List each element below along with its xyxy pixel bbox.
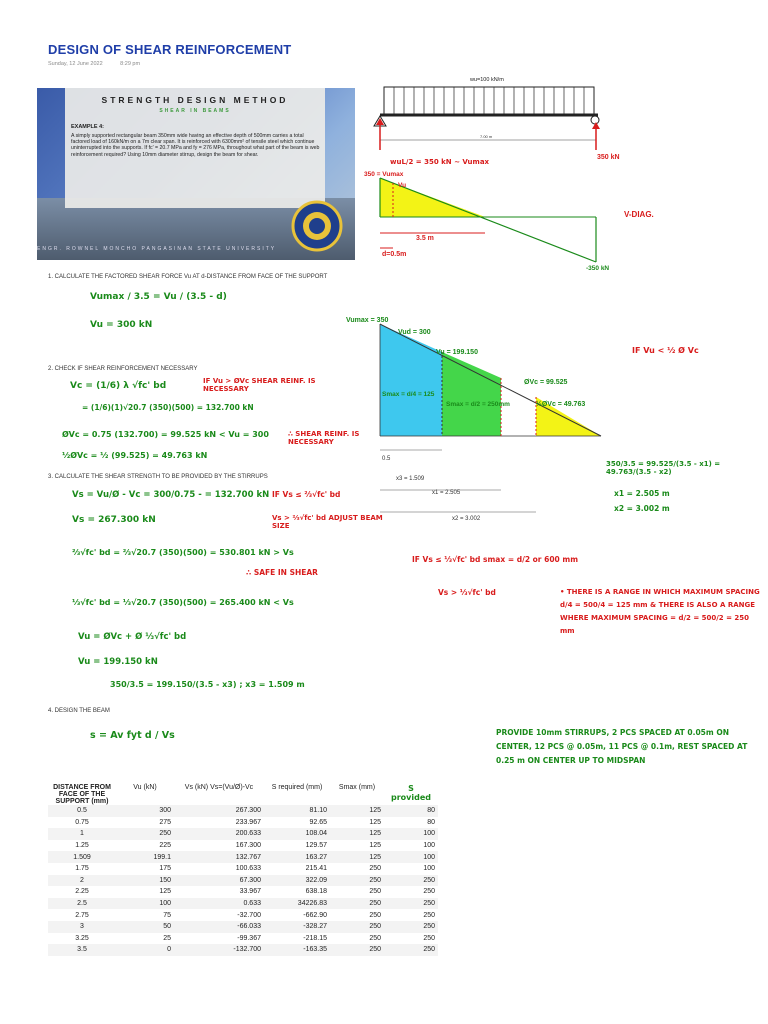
table-cell: 125 [159,888,171,896]
stirrup-zone-diagram [346,312,766,522]
col-vu: Vu (kN) [133,784,157,791]
table-cell: 1.509 [48,851,116,863]
table-cell: 125 [330,805,384,817]
table-cell: -218.15 [303,934,327,942]
r3-safe: ∴ SAFE IN SHEAR [246,568,318,577]
r3-smax: IF Vs ≤ ⅓√fc' bd smax = d/2 or 600 mm [412,555,579,564]
table-row [48,886,438,898]
eq2-vc: Vc = (1/6) λ √fc' bd [70,381,167,391]
eq2-vc-value: = (1/6)(1)√20.7 (350)(500) = 132.700 kN [82,403,254,412]
vumax-label: 350 = Vumax [364,171,404,178]
neg-label: -350 kN [586,265,610,272]
table-cell: 250 [369,934,381,942]
beam-shear-diagram [360,70,670,280]
eq3-vu-value: Vu = 199.150 kN [78,657,158,667]
r3-range-note: • THERE IS A RANGE IN WHICH MAXIMUM SPACING d/4 = 500/4 = 125 mm & THERE IS ALSO A RANGE WHERE MAXIMUM SPACING = d/2 = 500/2 = 250 mm [560,588,760,635]
r2-conclusion: ∴ SHEAR REINF. IS NECESSARY [288,430,360,446]
table-cell: 125 [330,851,384,863]
table-row [48,817,438,829]
x1-result: x1 = 2.505 m [614,489,670,498]
table-cell: 200.633 [174,828,264,840]
table-cell: 300 [116,805,174,817]
table-cell: 250 [330,921,384,933]
table-cell: 250 [423,888,435,896]
table-cell: 3.25 [75,934,89,942]
eq3-two-thirds: ⅔√fc' bd = ⅔√20.7 (350)(500) = 530.801 kN > Vs [72,548,294,557]
table-cell: 2.5 [48,898,116,910]
table-cell: 250 [384,898,438,910]
x2-result: x2 = 3.002 m [614,504,670,513]
svg-text:7.00 m: 7.00 m [480,134,493,139]
table-cell: 1.25 [75,842,89,850]
table-cell: 108.04 [264,828,330,840]
example-slide [37,88,355,260]
table-row [48,944,438,956]
eq4-spacing: s = Av fyt d / Vs [90,730,175,741]
table-cell: 175 [159,865,171,873]
table-cell: 3 [48,921,116,933]
table-cell: -163.35 [264,944,330,956]
table-cell: 167.300 [235,842,261,850]
table-row [48,805,438,817]
table-row [48,863,438,875]
table-cell: 132.767 [174,851,264,863]
table-cell: 75 [163,911,171,919]
smax1-tag: Smax = d/4 = 125 [382,391,435,398]
table-cell: 250 [423,934,435,942]
table-cell: -132.700 [174,944,264,956]
ratio-eq: 350/3.5 = 99.525/(3.5 - x1) = 49.763/(3.5 - x2) [606,460,721,476]
slide-title: STRENGTH DESIGN METHOD [101,95,289,105]
table-cell: 80 [384,805,438,817]
table-cell: 100 [116,898,174,910]
table-cell: 67.300 [174,875,264,887]
table-cell: 0.633 [174,898,264,910]
x1-tag: x1 = 2.505 [432,490,461,496]
slide-subtitle: SHEAR IN BEAMS [159,108,231,114]
halfphivc-tag: ½ØVc = 49.763 [536,401,586,408]
table-cell: 92.65 [309,818,327,826]
r3-condition: IF Vs ≤ ⅔√fc' bd [272,490,341,499]
eq3-one-third: ⅓√fc' bd = ⅓√20.7 (350)(500) = 265.400 kN < Vs [72,598,294,607]
table-cell: 0 [116,944,174,956]
table-cell: 100.633 [235,865,261,873]
table-cell: -662.90 [303,911,327,919]
table-cell: 150 [116,875,174,887]
table-cell: 2.75 [75,911,89,919]
table-cell: 199.1 [116,851,174,863]
table-header-row [48,784,438,805]
table-cell: 100 [423,865,435,873]
eq2-halfphivc: ½ØVc = ½ (99.525) = 49.763 kN [62,451,208,460]
table-cell: 129.57 [305,842,327,850]
table-cell: 2 [48,875,116,887]
cond-label: IF Vu < ½ Ø Vc [632,346,699,355]
date-line [48,61,156,67]
table-cell: 1.75 [75,865,89,873]
step-4: 4. DESIGN THE BEAM [48,708,110,714]
eq1-result: Vu = 300 kN [90,320,153,330]
example-label: EXAMPLE 4: [71,124,105,130]
vud-tag: Vud = 300 [398,329,431,336]
vdiag-label: V-DIAG. [624,210,654,219]
table-row [48,828,438,840]
eq3-vs: Vs = Vu/Ø - Vc = 300/0.75 - = 132.700 kN [72,490,270,500]
r3-adjust: Vs > ⅔√fc' bd ADJUST BEAM SIZE [272,514,383,530]
x3-tag: x3 = 1.509 [396,476,425,482]
university-seal-icon [291,200,343,252]
eq2-phivc: ØVc = 0.75 (132.700) = 99.525 kN < Vu = 300 [62,430,269,439]
table-cell: 638.18 [305,888,327,896]
spacing-table [48,784,438,956]
table-cell: 0.5 [48,805,116,817]
table-cell: 25 [163,934,171,942]
phivc-tag: ØVc = 99.525 [524,379,568,386]
note-date: Sunday, 12 June 2022 [48,61,103,67]
table-cell: 1 [48,828,116,840]
table-cell: 80 [427,818,435,826]
table-cell: 250 [330,875,384,887]
eq3-vu: Vu = ØVc + Ø ⅓√fc' bd [78,632,187,642]
col-smax: Smax (mm) [338,784,376,791]
load-label: wu=100 kN/m [470,77,504,83]
col-vs: Vs (kN) Vs=(Vu/Ø)-Vc [184,784,254,791]
table-cell: -328.27 [264,921,330,933]
d-tag: 0.5 [382,456,391,462]
page-title: DESIGN OF SHEAR REINFORCEMENT [48,42,292,57]
table-row [48,909,438,921]
table-cell: 250 [369,888,381,896]
wl2-label: wuL/2 = 350 kN ~ Vumax [390,158,490,166]
table-row [48,851,438,863]
table-cell: 250 [423,911,435,919]
table-row [48,921,438,933]
dist-label: 3.5 m [416,235,434,242]
table-cell: 322.09 [264,875,330,887]
table-cell: 100 [384,828,438,840]
table-cell: 250 [384,921,438,933]
table-cell: 250 [369,911,381,919]
table-cell: -66.033 [174,921,264,933]
table-cell: 275 [159,818,171,826]
table-cell: 100 [423,842,435,850]
table-cell: -32.700 [237,911,261,919]
table-cell: 163.27 [264,851,330,863]
table-cell: 125 [330,828,384,840]
table-cell: -99.367 [237,934,261,942]
table-cell: 233.967 [235,818,261,826]
x2-tag: x2 = 3.002 [452,516,481,522]
smax2-tag: Smax = d/2 = 250mm [446,401,510,408]
step-1: 1. CALCULATE THE FACTORED SHEAR FORCE Vu AT d-DISTANCE FROM FACE OF THE SUPPORT [48,274,328,280]
table-cell: 250 [330,944,384,956]
vumax-tag: Vumax = 350 [346,317,389,324]
d-label: d=0.5m [382,251,407,258]
col-s-provided: S provided [390,784,431,802]
vu-label: Vu [398,182,407,189]
table-cell: 250 [330,898,384,910]
table-cell: 215.41 [305,865,327,873]
table-cell: 225 [159,842,171,850]
table-row [48,875,438,887]
r2-condition: IF Vu > ØVc SHEAR REINF. IS NECESSARY [203,377,316,393]
table-cell: 250 [384,875,438,887]
col-distance: DISTANCE FROM FACE OF THE SUPPORT (mm) [53,784,111,805]
right-reaction: 350 kN [597,154,620,161]
vu-tag: Vu = 199.150 [436,349,478,356]
step-2: 2. CHECK IF SHEAR REINFORCEMENT NECESSARY [48,366,198,372]
table-cell: 250 [384,944,438,956]
note-time: 8:29 pm [120,61,141,67]
r3-vs-greater: Vs > ⅓√fc' bd [438,588,496,597]
table-cell: 100 [384,851,438,863]
table-cell: 125 [369,842,381,850]
table-cell: 267.300 [174,805,264,817]
eq3-x3: 350/3.5 = 199.150/(3.5 - x3) ; x3 = 1.509 m [110,680,305,689]
table-cell: 3.5 [48,944,116,956]
table-row [48,933,438,945]
table-cell: 81.10 [264,805,330,817]
step-3: 3. CALCULATE THE SHEAR STRENGTH TO BE PROVIDED BY THE STIRRUPS [48,474,268,480]
eq3-vs-value: Vs = 267.300 kN [72,515,156,525]
col-s-required: S required (mm) [271,784,323,791]
slide-footer: ENGR. ROWNEL MONCHO PANGASINAN STATE UNIVERSITY [37,246,277,252]
table-row [48,898,438,910]
eq1-ratio: Vumax / 3.5 = Vu / (3.5 - d) [90,292,227,302]
table-cell: 34226.83 [264,898,330,910]
table-cell: 2.25 [75,888,89,896]
table-cell: 250 [116,828,174,840]
table-cell: 33.967 [239,888,261,896]
table-cell: 250 [369,865,381,873]
provide-note: PROVIDE 10mm STIRRUPS, 2 PCS SPACED AT 0.05m ON CENTER, 12 PCS @ 0.05m, 11 PCS @ 0.1m, REST SPACED AT 0.25 m ON CENTER UP TO MIDSPAN [496,728,748,765]
table-cell: 50 [116,921,174,933]
table-cell: 125 [369,818,381,826]
example-text: A simply supported rectangular beam 350mm wide having an effective depth of 500mm carries a total factored load of 160kN/m on a 7m clear span. It is reinforced with 6300mm² of tensile steel which continue uninterrupted into the supports. If fc' = 20.7 MPa and fy = 276 MPa, throughout what part of the beam is web reinforcement required? Using 10mm diameter stirrup, design the beam for shear. [71,133,320,158]
table-row [48,840,438,852]
table-cell: 0.75 [75,818,89,826]
